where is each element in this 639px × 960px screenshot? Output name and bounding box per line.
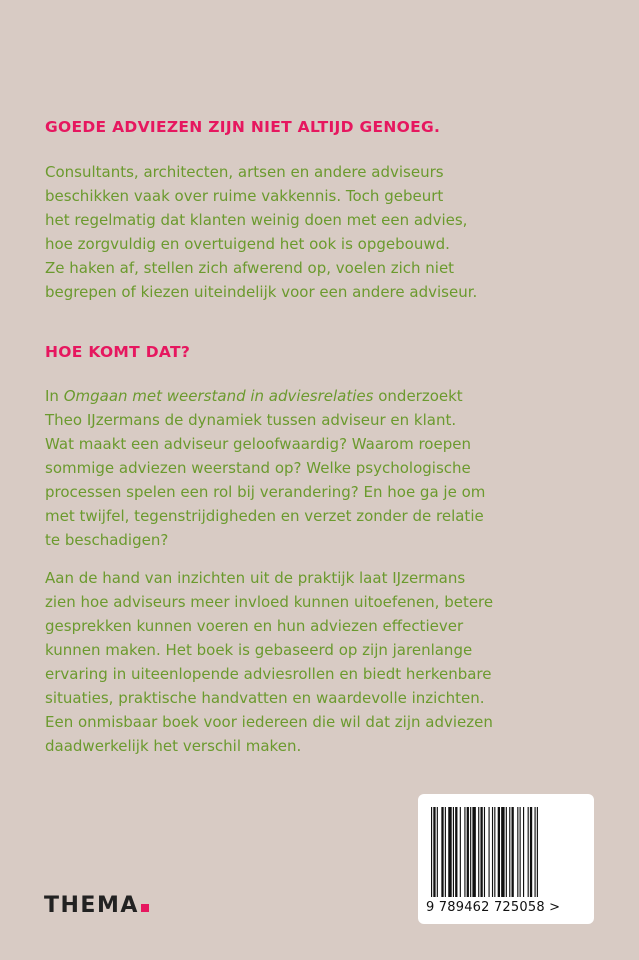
section1-heading: GOEDE ADVIEZEN ZIJN NIET ALTIJD GENOEG. (45, 118, 441, 136)
text-line: Ze haken af, stellen zich afwerend op, voelen zich niet (45, 259, 455, 277)
text-line: gesprekken kunnen voeren en hun adviezen effectiever (45, 617, 464, 635)
text-line: Wat maakt een adviseur geloofwaardig? Waarom roepen (45, 435, 471, 453)
text-line: te beschadigen? (45, 531, 169, 549)
publisher-logo (44, 893, 149, 919)
text-line: kunnen maken. Het boek is gebaseerd op zijn jarenlange (45, 641, 473, 659)
text-line: Theo IJzermans de dynamiek tussen adviseur en klant. (45, 411, 457, 429)
text-line: Consultants, architecten, artsen en andere adviseurs (45, 163, 444, 181)
text-line: ervaring in uiteenlopende adviesrollen en biedt herkenbare (45, 665, 492, 683)
text-line: processen spelen een rol bij verandering? En hoe ga je om (45, 483, 486, 501)
section2-paragraph (45, 384, 605, 552)
text-line: situaties, praktische handvatten en waardevolle inzichten. (45, 689, 485, 707)
text-line: begrepen of kiezen uiteindelijk voor een andere adviseur. (45, 283, 478, 301)
book-title: Omgaan met weerstand in adviesrelaties (63, 387, 374, 405)
text-line: met twijfel, tegenstrijdigheden en verzet zonder de relatie (45, 507, 484, 525)
text-line: hoe zorgvuldig en overtuigend het ook is opgebouwd. (45, 235, 450, 253)
section2-heading: HOE KOMT DAT? (45, 343, 191, 361)
logo-dot-icon (141, 904, 149, 912)
text-line: sommige adviezen weerstand op? Welke psychologische (45, 459, 471, 477)
text-line (45, 384, 605, 408)
text-line: daadwerkelijk het verschil maken. (45, 737, 302, 755)
text-line: Aan de hand van inzichten uit de praktijk laat IJzermans (45, 569, 466, 587)
text-line: Een onmisbaar boek voor iedereen die wil dat zijn adviezen (45, 713, 493, 731)
intro-prefix: In (45, 387, 64, 405)
barcode-bars-icon (431, 807, 581, 897)
publisher-name: THEMA (44, 893, 139, 918)
text-line: beschikken vaak over ruime vakkennis. Toch gebeurt (45, 187, 444, 205)
isbn-number: 9 789462 725058 > (426, 900, 561, 915)
intro-suffix: onderzoekt (373, 387, 463, 405)
text-line: zien hoe adviseurs meer invloed kunnen uitoefenen, betere (45, 593, 494, 611)
text-line: het regelmatig dat klanten weinig doen met een advies, (45, 211, 468, 229)
barcode (418, 794, 594, 924)
section3-paragraph (45, 566, 605, 758)
section1-paragraph (45, 160, 605, 304)
